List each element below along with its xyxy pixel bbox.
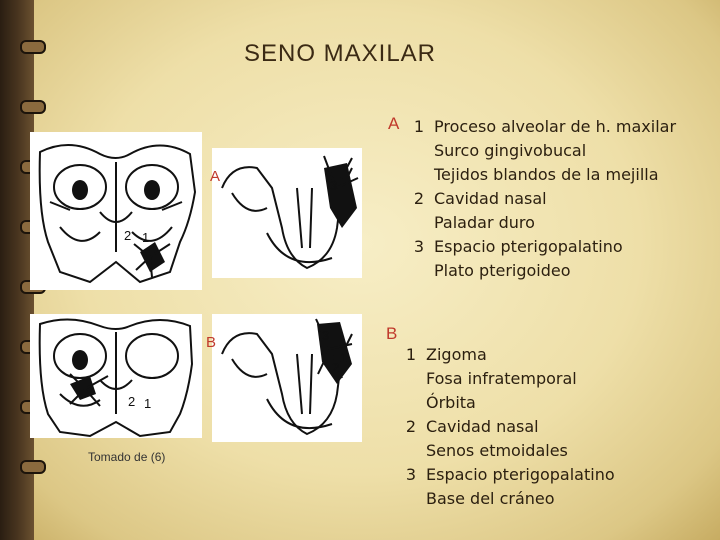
figure-number: 3	[322, 328, 330, 343]
figure-number: 1	[142, 230, 150, 245]
skull-coronal-illustration-b	[30, 314, 202, 438]
ring	[20, 100, 46, 114]
palate-axial-illustration-a	[212, 148, 362, 278]
list-item: 2 Cavidad nasal	[405, 417, 539, 436]
list-item: 2 Cavidad nasal	[413, 189, 547, 208]
list-item: 3 Espacio pterigopalatino	[405, 465, 615, 484]
figure-number: 2	[124, 228, 132, 243]
section-a-label: A	[388, 114, 400, 133]
ring	[20, 40, 46, 54]
list-item: Senos etmoidales	[426, 441, 568, 460]
section-b-list	[390, 343, 615, 511]
ring	[20, 460, 46, 474]
figure-number: 3	[330, 178, 338, 193]
figure-number: 1	[340, 350, 348, 365]
list-item: Surco gingivobucal	[434, 141, 587, 160]
list-item: Fosa infratemporal	[426, 369, 577, 388]
list-item: Base del cráneo	[426, 489, 555, 508]
figure-number: 2	[128, 394, 136, 409]
slide-title: SENO MAXILAR	[243, 40, 437, 67]
skull-coronal-illustration-a	[30, 132, 202, 290]
list-item: 1 Proceso alveolar de h. maxilar	[413, 117, 677, 136]
section-a-list	[398, 115, 676, 283]
list-item: Paladar duro	[434, 213, 535, 232]
list-item: 3 Espacio pterigopalatino	[413, 237, 623, 256]
figure-number: 1	[144, 396, 152, 411]
figure-label-b: B	[206, 334, 217, 351]
palate-axial-illustration-b	[212, 314, 362, 442]
list-item: Plato pterigoideo	[434, 261, 571, 280]
figure-number: 2	[332, 360, 340, 375]
list-item: Órbita	[426, 393, 476, 412]
source-caption: Tomado de (6)	[88, 450, 166, 464]
list-item: Tejidos blandos de la mejilla	[434, 165, 659, 184]
list-item: 1 Zigoma	[405, 345, 487, 364]
figure-label-a: A	[210, 168, 221, 185]
section-b-label: B	[386, 324, 398, 343]
